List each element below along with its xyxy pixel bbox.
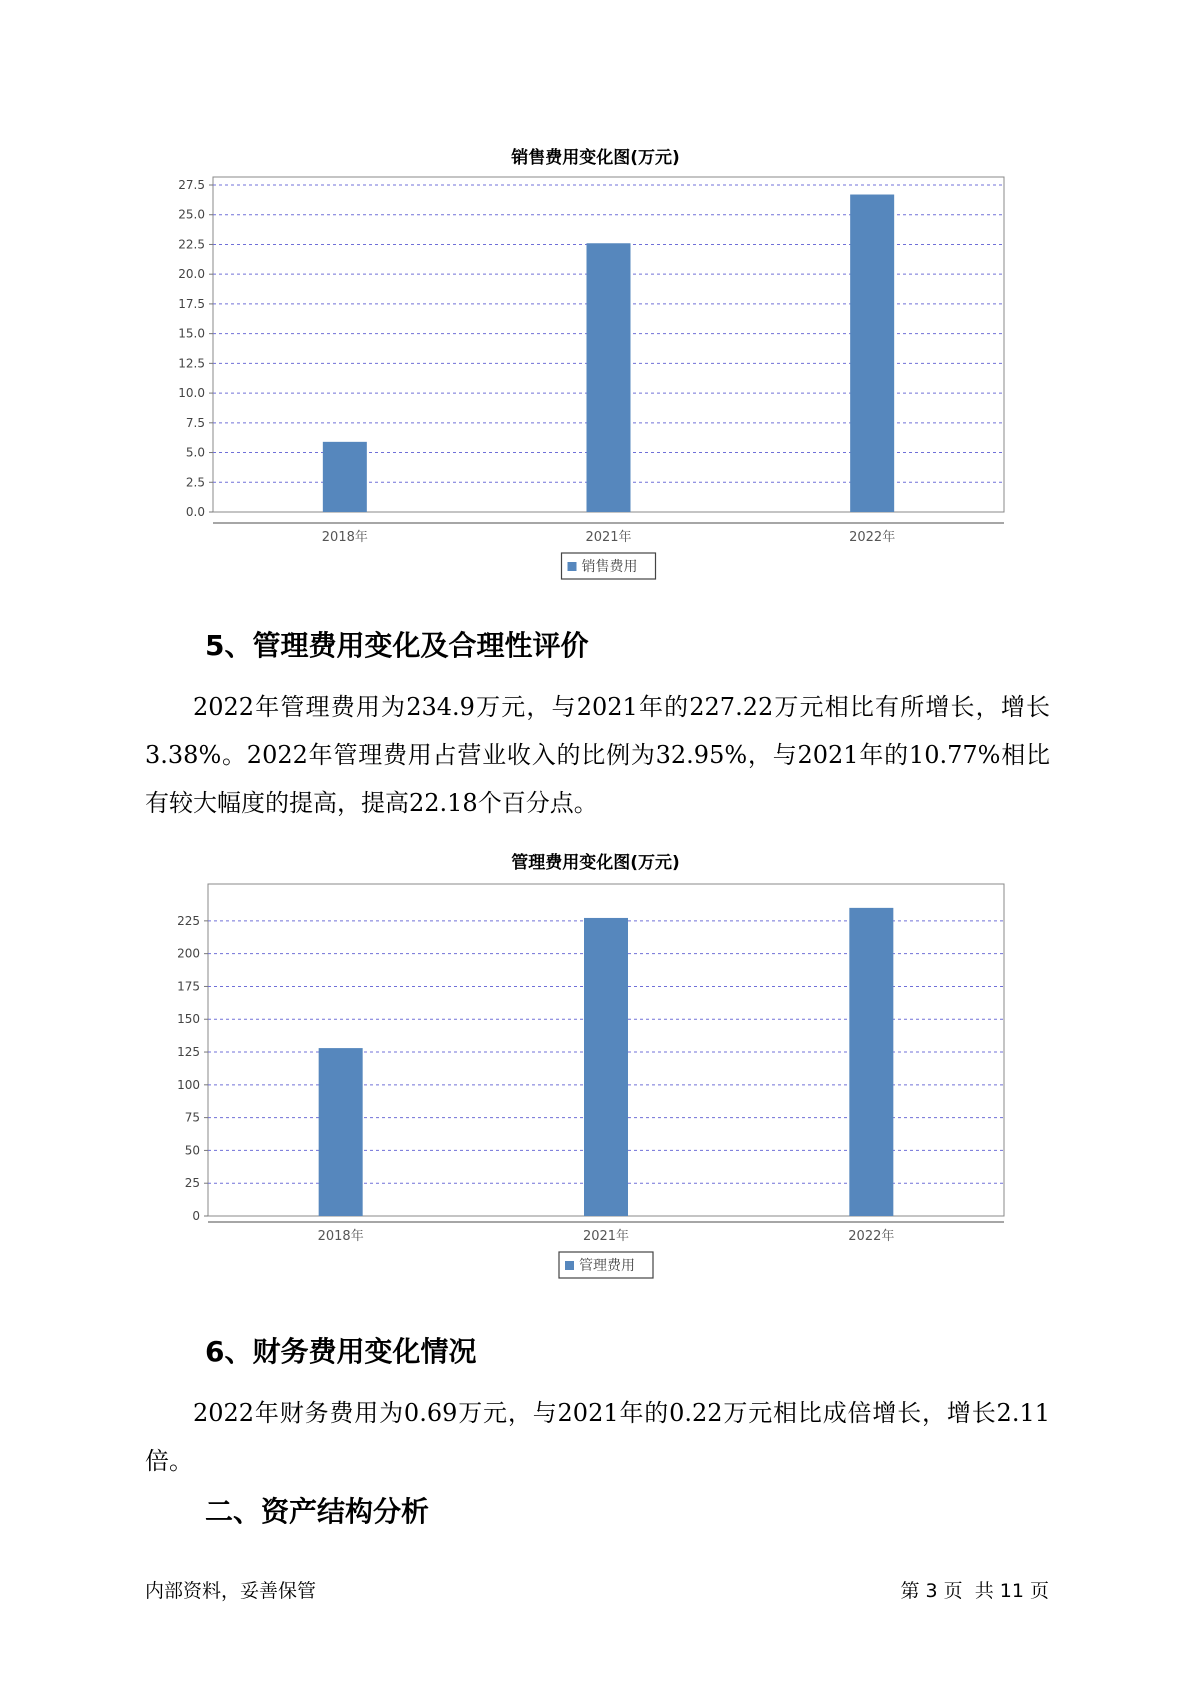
y-tick-label: 200 [177,946,200,961]
paragraph-finance-expense [145,1389,1050,1485]
bar-2022年 [850,195,894,512]
x-tick-label: 2022年 [849,530,896,545]
footer-note: 内部资料，妥善保管 [145,1580,317,1602]
y-tick-label: 100 [177,1077,200,1092]
y-tick-label: 0 [192,1209,200,1223]
y-tick-label: 5.0 [185,445,205,460]
y-tick-label: 175 [177,979,200,994]
legend [562,553,656,579]
legend-swatch [568,562,577,571]
bar-2021年 [587,243,631,512]
x-tick-label: 2018年 [321,530,368,545]
y-tick-label: 7.5 [185,415,205,430]
y-tick-label: 27.5 [178,178,205,192]
y-tick-label: 125 [177,1045,200,1060]
y-tick-label: 25.0 [178,207,205,222]
page-number: 第 3 页 共 11 页 [900,1580,1049,1602]
y-tick-label: 0.0 [185,505,205,519]
y-tick-label: 50 [184,1143,200,1158]
bar-2018年 [319,1048,363,1216]
y-tick-label: 25 [184,1176,200,1191]
bar-2018年 [323,442,367,512]
x-tick-label: 2022年 [848,1229,895,1244]
admin-expense-text: 2022年管理费用为234.9万元，与2021年的227.22万元相比有所增长，增长3.38%。2022年管理费用占营业收入的比例为32.95%，与2021年的10.77%相比有较大幅度的提高，提高22.18个百分点。 [145,693,1050,817]
y-tick-label: 15.0 [178,326,205,341]
bar-2021年 [584,918,628,1216]
admin-expense-chart [0,870,1191,1274]
paragraph-admin-expense [145,683,1050,827]
y-tick-label: 22.5 [178,237,205,252]
x-tick-label: 2021年 [585,530,632,545]
sales-expense-chart [0,165,1191,575]
bar-2022年 [849,908,893,1216]
section-heading-finance-expense: 6、财务费用变化情况 [205,1335,477,1368]
y-tick-label: 2.5 [185,475,205,490]
legend-label: 管理费用 [579,1258,635,1274]
y-tick-label: 150 [177,1012,200,1027]
y-tick-label: 75 [184,1110,200,1125]
x-tick-label: 2021年 [582,1229,630,1244]
x-tick-label: 2018年 [317,1229,364,1244]
chart-title-admin: 管理费用变化图(万元) [511,853,680,873]
legend-swatch [565,1261,574,1270]
legend [559,1252,653,1278]
section-heading-asset-structure: 二、资产结构分析 [205,1495,430,1528]
y-tick-label: 225 [177,913,200,928]
finance-expense-text: 2022年财务费用为0.69万元，与2021年的0.22万元相比成倍增长，增长2.11倍。 [145,1399,1050,1475]
y-tick-label: 20.0 [178,267,205,282]
legend-label: 销售费用 [581,559,638,575]
chart-title-sales: 销售费用变化图(万元) [511,148,680,168]
y-tick-label: 12.5 [178,356,205,371]
y-tick-label: 17.5 [178,296,205,311]
section-heading-admin-expense: 5、管理费用变化及合理性评价 [205,629,589,662]
y-tick-label: 10.0 [178,386,205,401]
